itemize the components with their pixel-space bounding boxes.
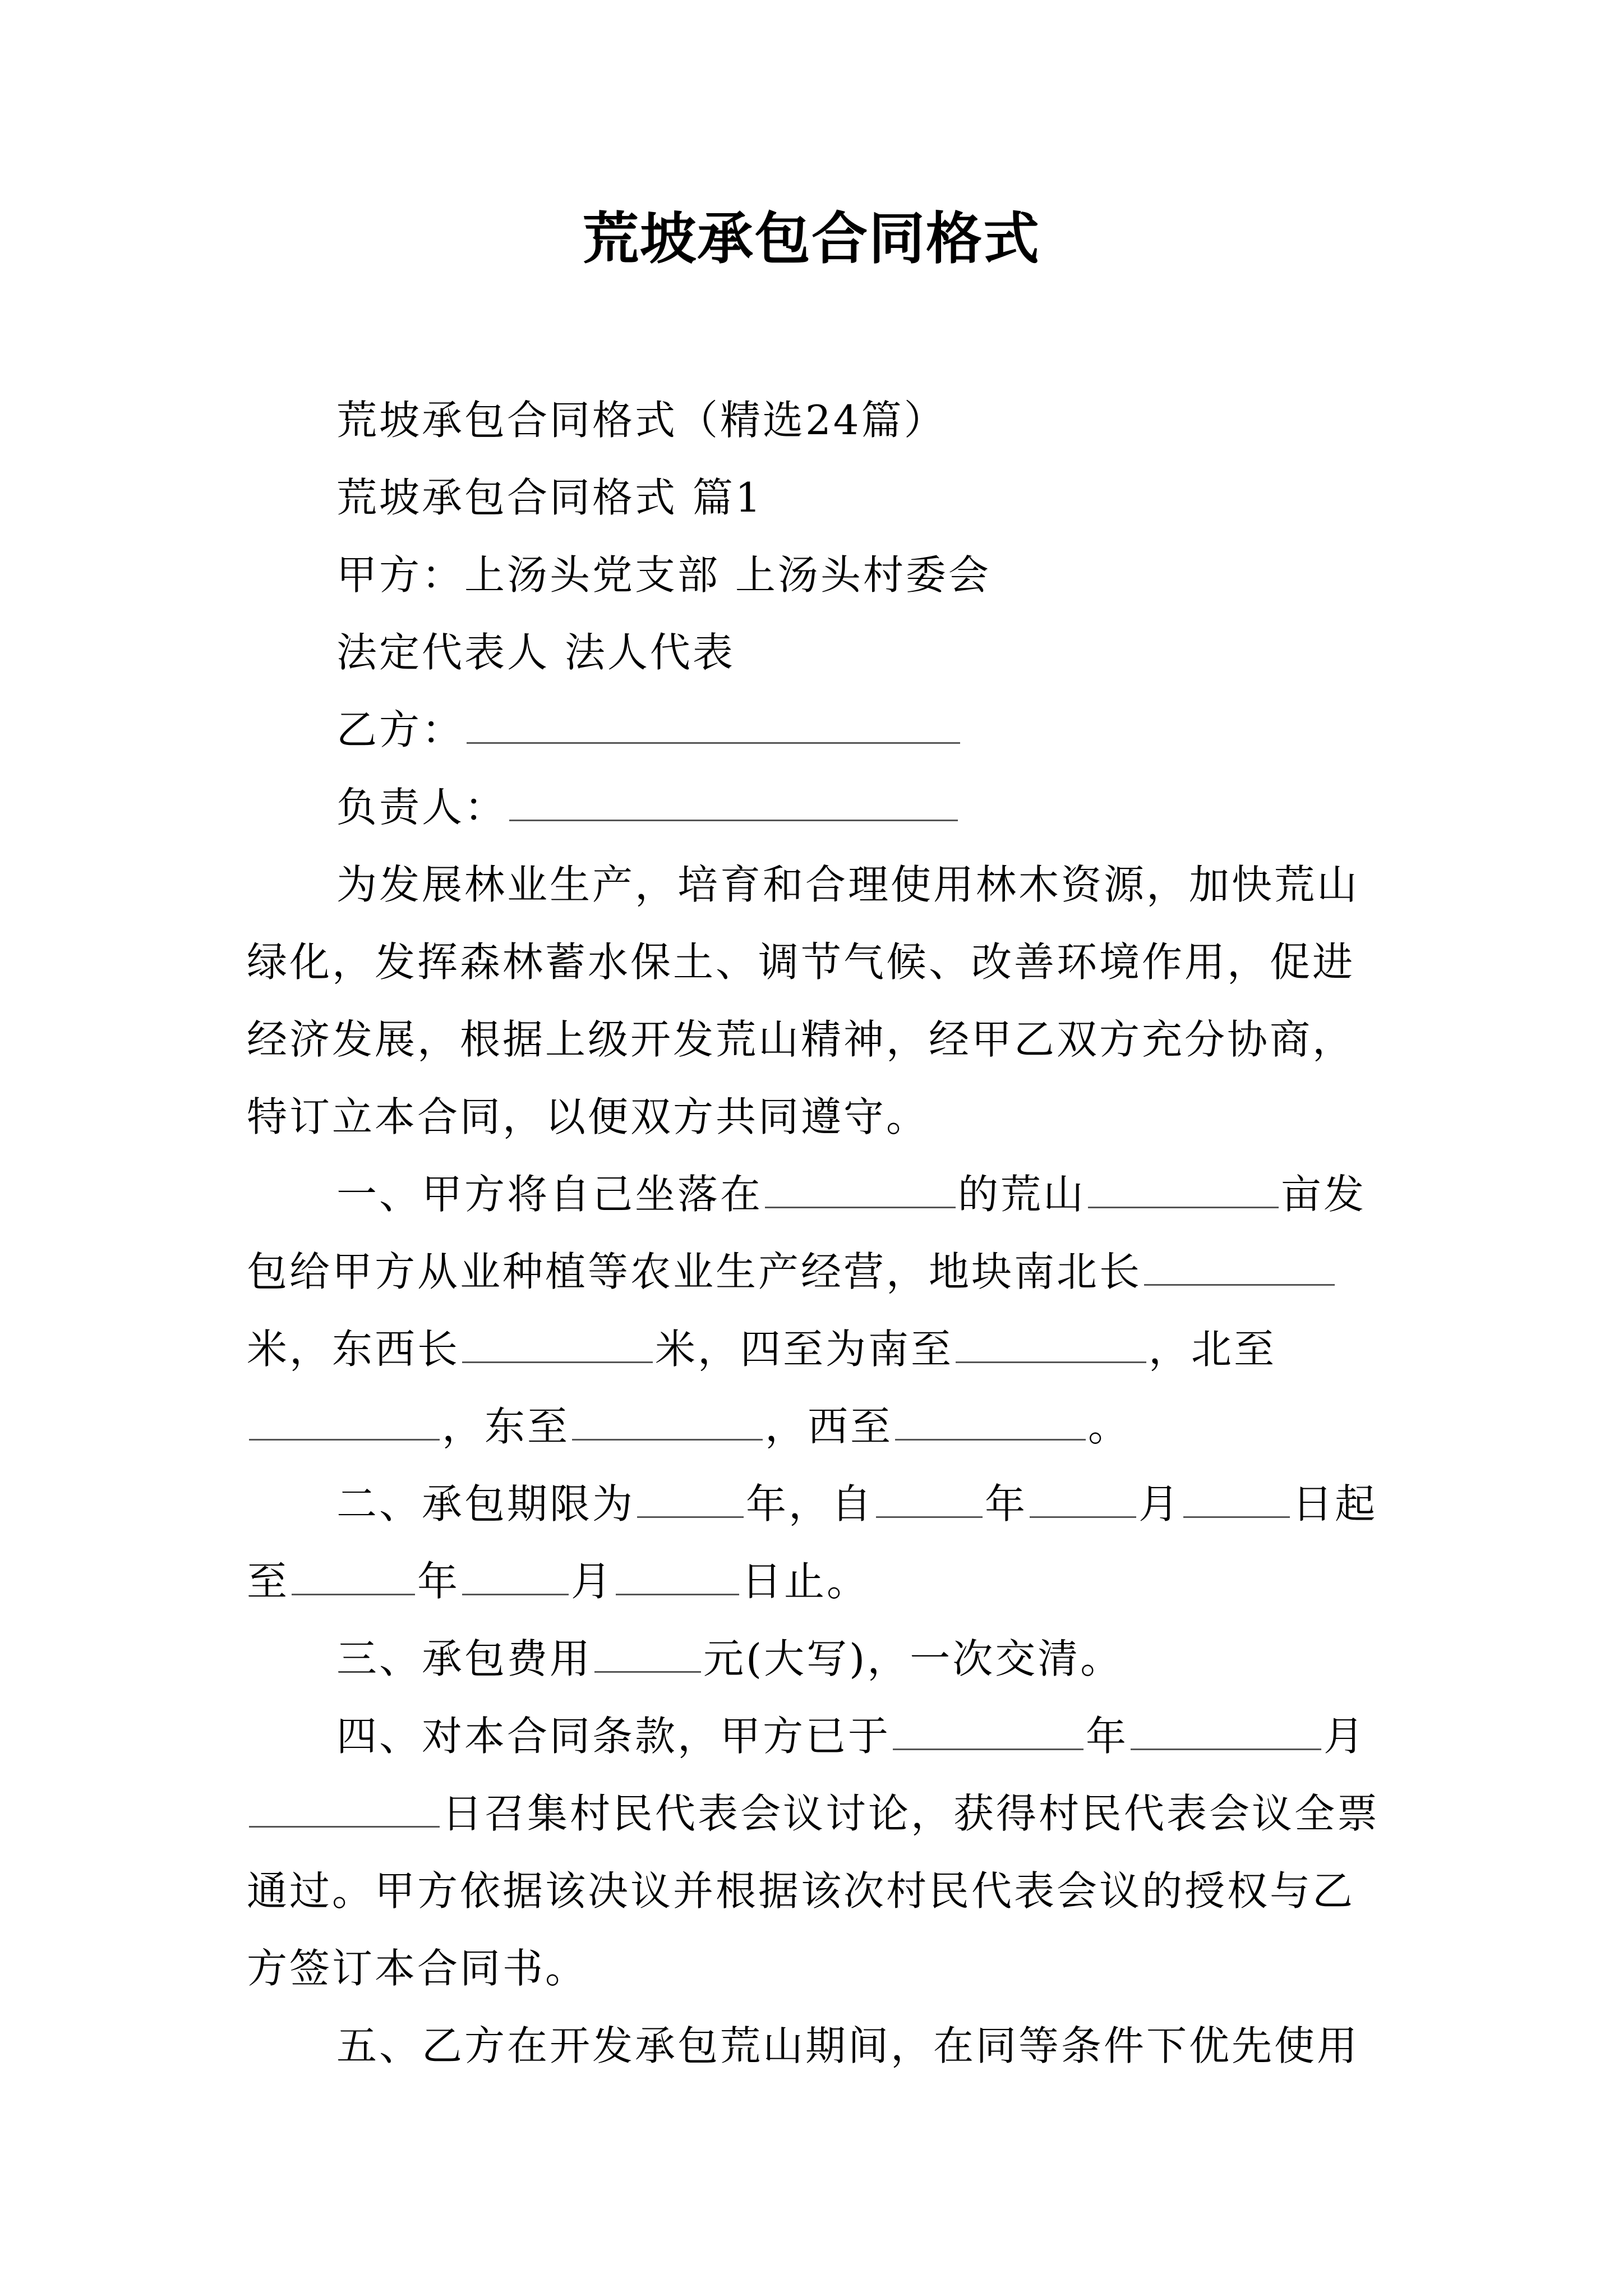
- start-month-blank: [1030, 1483, 1136, 1518]
- clause-4-text: 日召集村民代表会议讨论，获得村民代表会议全票通过。甲方依据该决议并根据该次村民代表会议的授权与乙方签订本合同书。: [247, 1790, 1380, 1992]
- clause-2-text: 年: [985, 1480, 1028, 1527]
- clause-1-text: ，西至: [765, 1403, 893, 1450]
- clause-1-text: 的荒山: [958, 1171, 1086, 1218]
- clause-2-text: 月: [1138, 1480, 1182, 1527]
- area-blank: [1088, 1173, 1279, 1208]
- clause-4-paragraph: [247, 1697, 1380, 2007]
- clause-1-text: ，东至: [442, 1403, 570, 1450]
- clause-5-paragraph: 五、乙方在开发承包荒山期间，在同等条件下优先使用: [336, 2022, 1360, 2069]
- clause-4-text: 四、对本合同条款，甲方已于: [336, 1713, 891, 1760]
- term-years-blank: [637, 1483, 744, 1518]
- clause-4-text: 月: [1324, 1713, 1367, 1760]
- party-b-line: [247, 691, 1380, 769]
- section-heading: 荒坡承包合同格式 篇1: [336, 474, 763, 521]
- start-day-blank: [1183, 1483, 1290, 1518]
- document-subtitle: 荒坡承包合同格式（精选24篇）: [336, 397, 947, 444]
- clause-1-text: ，北至: [1149, 1326, 1277, 1373]
- clause-4-text: 年: [1086, 1713, 1129, 1760]
- clause-2-text: 日止。: [741, 1558, 870, 1605]
- meeting-month-blank: [1131, 1715, 1321, 1750]
- north-boundary-blank: [249, 1405, 440, 1441]
- east-boundary-blank: [572, 1405, 763, 1441]
- end-day-blank: [616, 1560, 739, 1595]
- clause-1-text: 米，东西长: [247, 1326, 460, 1373]
- preamble-paragraph: 为发展林业生产，培育和合理使用林木资源，加快荒山绿化，发挥森林蓄水保土、调节气候、改善环境作用，促进经济发展，根据上级开发荒山精神，经甲乙双方充分协商，特订立本合同，以便双方共同遵守。: [247, 861, 1360, 1140]
- document-body: [247, 381, 1380, 2085]
- clause-1-paragraph: [247, 1156, 1380, 1465]
- start-year-blank: [876, 1483, 983, 1518]
- clause-2-paragraph: [247, 1465, 1380, 1620]
- meeting-day-blank: [249, 1792, 440, 1828]
- party-b-label: 乙方：: [336, 706, 465, 753]
- fee-blank: [594, 1637, 701, 1673]
- clause-1-text: 米，四至为南至: [655, 1326, 954, 1373]
- clause-3-text: 三、承包费用: [336, 1635, 593, 1682]
- end-month-blank: [462, 1560, 569, 1595]
- location-blank: [765, 1173, 956, 1208]
- south-boundary-blank: [956, 1328, 1146, 1363]
- clause-1-text: 亩发包给甲方从业种植等农业生产经营，地块南北长: [247, 1171, 1367, 1295]
- clause-3-text: 元(大写)，一次交清。: [703, 1635, 1123, 1682]
- clause-2-text: 年，自: [746, 1480, 874, 1527]
- west-boundary-blank: [895, 1405, 1086, 1441]
- clause-1-text: 一、甲方将自己坐落在: [336, 1171, 763, 1218]
- north-south-length-blank: [1144, 1250, 1335, 1286]
- responsible-person-line: [247, 769, 1380, 846]
- party-a-line: 甲方：上汤头党支部 上汤头村委会: [336, 551, 991, 599]
- end-year-blank: [292, 1560, 415, 1595]
- legal-representative-line: 法定代表人 法人代表: [336, 629, 735, 676]
- responsible-person-blank: [509, 786, 958, 821]
- document-title: 荒坡承包合同格式: [583, 205, 1040, 272]
- east-west-length-blank: [462, 1328, 653, 1363]
- responsible-person-label: 负责人：: [336, 784, 508, 831]
- meeting-year-blank: [893, 1715, 1083, 1750]
- clause-2-text: 日起 至: [247, 1480, 1378, 1605]
- clause-2-text: 年: [417, 1558, 460, 1605]
- clause-2-text: 二、承包期限为: [336, 1480, 635, 1527]
- party-b-blank: [467, 708, 960, 744]
- clause-1-text: 。: [1088, 1403, 1131, 1450]
- clause-2-text: 月: [571, 1558, 614, 1605]
- clause-3-paragraph: [247, 1620, 1380, 1697]
